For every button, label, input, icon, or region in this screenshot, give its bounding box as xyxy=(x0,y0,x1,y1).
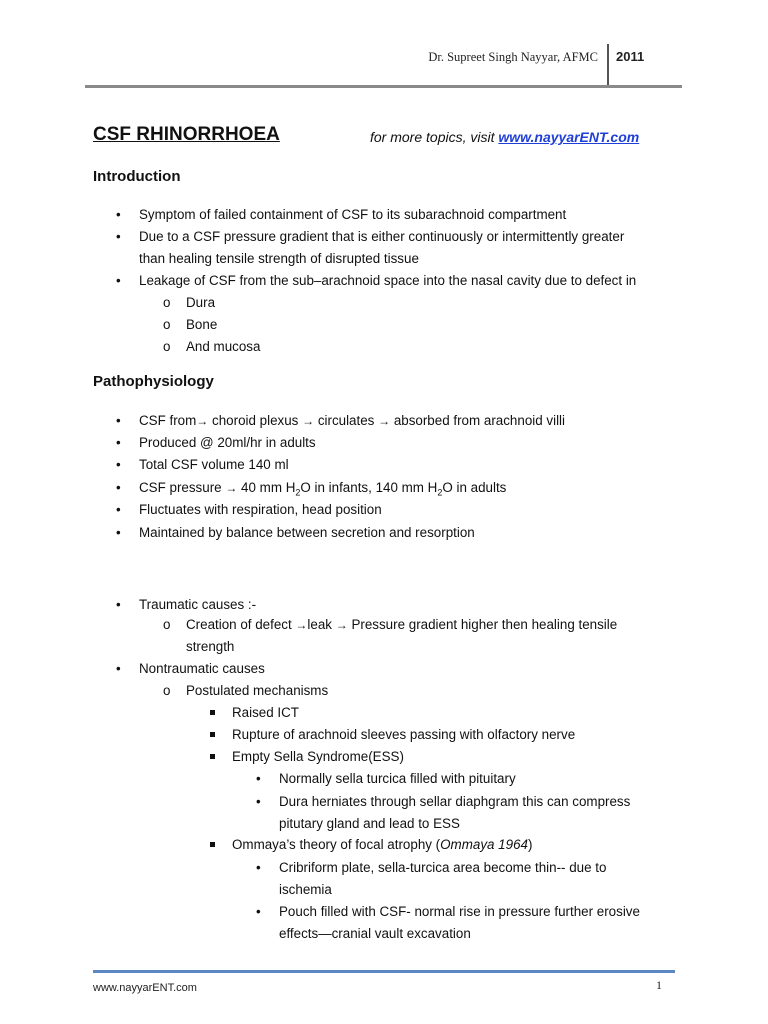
bullet-marker: • xyxy=(116,229,121,244)
website-link[interactable]: www.nayyarENT.com xyxy=(498,129,640,145)
sub-list-item: Bone xyxy=(186,317,218,332)
list-item: Symptom of failed containment of CSF to its subarachnoid compartment xyxy=(139,207,567,222)
sub-list-item: And mucosa xyxy=(186,339,261,354)
list-item: CSF from→ choroid plexus → circulates → absorbed from arachnoid villi xyxy=(139,413,566,428)
list-item: Due to a CSF pressure gradient that is either continuously or intermittently greater xyxy=(139,229,625,244)
bullet-marker: • xyxy=(116,273,121,288)
bullet-marker: • xyxy=(116,502,121,517)
level4-item: Pouch filled with CSF- normal rise in pressure further erosive xyxy=(279,904,640,919)
header-rule xyxy=(85,85,682,88)
arrow-icon: → xyxy=(378,414,391,428)
bullet-marker: • xyxy=(256,904,261,919)
level4-item: Cribriform plate, sella-turcica area become thin-- due to xyxy=(279,860,607,875)
level3-item: Ommaya’s theory of focal atrophy (Ommaya 1964) xyxy=(232,837,533,852)
page-header xyxy=(0,0,768,90)
sub-bullet-marker: o xyxy=(163,339,171,354)
bullet-marker: • xyxy=(116,525,121,540)
arrow-icon: → xyxy=(295,618,308,632)
sub-list-item: Dura xyxy=(186,295,216,310)
bullet-marker: • xyxy=(116,457,121,472)
list-item: CSF pressure → 40 mm $H_2O$ in infants, 140 mm $H_2O$ in adults xyxy=(139,480,507,498)
bullet-marker: • xyxy=(256,860,261,875)
page-number: 1 xyxy=(656,978,662,992)
sub-list-item: Creation of defect →leak → Pressure gradient higher then healing tensile xyxy=(186,617,618,632)
bullet-marker: • xyxy=(256,771,261,786)
bullet-marker: • xyxy=(116,661,121,676)
level4-item-continuation: ischemia xyxy=(279,882,332,897)
list-item: Nontraumatic causes xyxy=(139,661,265,676)
footer-rule xyxy=(93,970,675,973)
square-bullet-marker xyxy=(210,732,215,737)
topics-note xyxy=(370,129,639,145)
sub-bullet-marker: o xyxy=(163,295,171,310)
sub-bullet-marker: o xyxy=(163,683,171,698)
square-bullet-marker xyxy=(210,842,215,847)
sub-list-item: Postulated mechanisms xyxy=(186,683,329,698)
arrow-icon: → xyxy=(302,414,315,428)
square-bullet-marker xyxy=(210,710,215,715)
section-heading-introduction: Introduction xyxy=(93,168,181,185)
level3-item: Rupture of arachnoid sleeves passing with olfactory nerve xyxy=(232,727,576,742)
arrow-icon: → xyxy=(225,481,238,495)
level4-item: Dura herniates through sellar diaphgram this can compress xyxy=(279,794,631,809)
bullet-marker: • xyxy=(256,794,261,809)
citation: Ommaya 1964 xyxy=(440,837,528,852)
list-item: Leakage of CSF from the sub–arachnoid space into the nasal cavity due to defect in xyxy=(139,273,637,288)
topics-prefix: for more topics, visit xyxy=(370,129,499,145)
bullet-marker: • xyxy=(116,207,121,222)
level4-item: Normally sella turcica filled with pituitary xyxy=(279,771,516,786)
bullet-marker: • xyxy=(116,413,121,428)
list-item: Produced @ 20ml/hr in adults xyxy=(139,435,316,450)
section-heading-pathophysiology: Pathophysiology xyxy=(93,373,214,390)
sub-list-item-continuation: strength xyxy=(186,639,235,654)
list-item: Traumatic causes :- xyxy=(139,597,257,612)
arrow-icon: → xyxy=(196,414,209,428)
level4-item-continuation: effects—cranial vault excavation xyxy=(279,926,471,941)
square-bullet-marker xyxy=(210,754,215,759)
list-item: Maintained by balance between secretion and resorption xyxy=(139,525,475,540)
bullet-marker: • xyxy=(116,435,121,450)
header-year: 2011 xyxy=(616,49,645,64)
footer-url[interactable]: www.nayyarENT.com xyxy=(93,982,197,994)
header-divider xyxy=(607,44,609,88)
author-name: Dr. Supreet Singh Nayyar, AFMC xyxy=(428,50,598,64)
level3-item: Raised ICT xyxy=(232,705,299,720)
list-item: Fluctuates with respiration, head position xyxy=(139,502,382,517)
sub-bullet-marker: o xyxy=(163,617,171,632)
arrow-icon: → xyxy=(335,618,348,632)
sub-bullet-marker: o xyxy=(163,317,171,332)
level4-item-continuation: pitutary gland and lead to ESS xyxy=(279,816,460,831)
list-item-continuation: than healing tensile strength of disrupted tissue xyxy=(139,251,419,266)
document-title: CSF RHINORRHOEA xyxy=(93,124,280,145)
bullet-marker: • xyxy=(116,597,121,612)
level3-item: Empty Sella Syndrome(ESS) xyxy=(232,749,404,764)
list-item: Total CSF volume 140 ml xyxy=(139,457,289,472)
bullet-marker: • xyxy=(116,480,121,495)
